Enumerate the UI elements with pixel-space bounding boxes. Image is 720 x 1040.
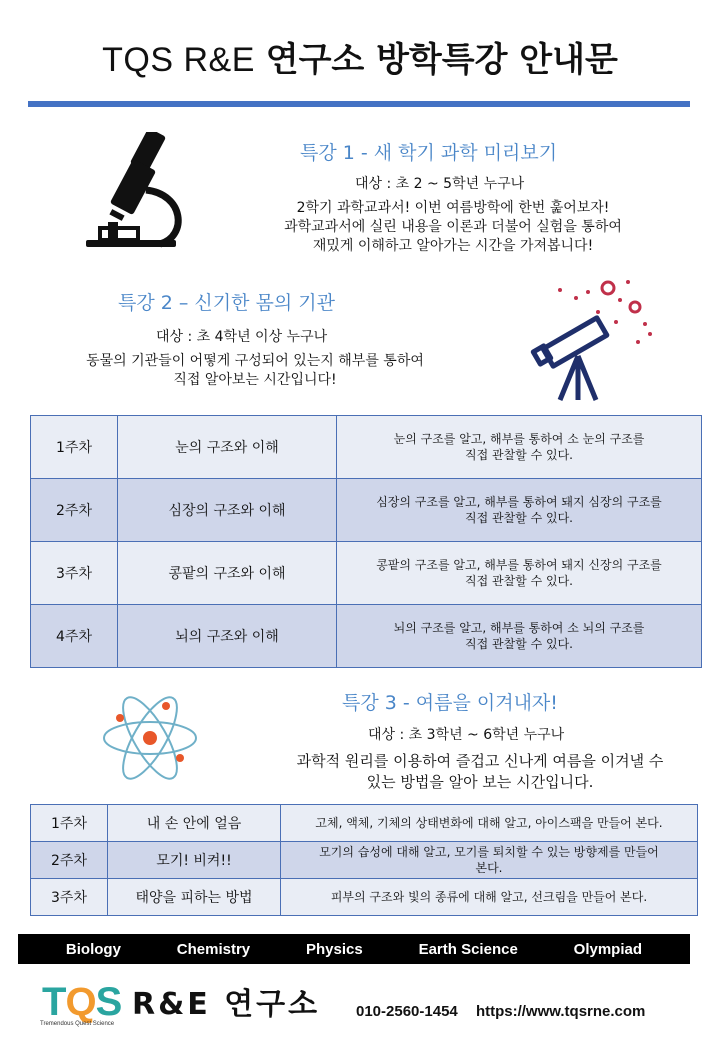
course1-desc-line: 재밌게 이해하고 알아가는 시간을 가져봅니다! (312, 238, 594, 254)
goal-line: 눈의 구조를 알고, 해부를 통하여 소 눈의 구조를 (393, 432, 645, 446)
subject-label: Chemistry (176, 940, 251, 958)
table-row (31, 605, 702, 668)
table-row (31, 805, 698, 842)
topic-cell: 심장의 구조와 이해 (118, 479, 337, 542)
goal-line: 콩팥의 구조를 알고, 해부를 통하여 돼지 신장의 구조를 (376, 558, 662, 572)
page-title-latin: TQS R&E (102, 41, 255, 79)
logo-letter: T (42, 980, 66, 1024)
contact-info (356, 1003, 645, 1020)
subject-label: Physics (306, 940, 363, 958)
goal-line: 고체, 액체, 기체의 상태변화에 대해 알고, 아이스팩을 만들어 본다. (315, 816, 663, 830)
atom-icon (100, 688, 200, 788)
tqs-logo-text (42, 980, 121, 1024)
course2-desc-line: 동물의 기관들이 어떻게 구성되어 있는지 해부를 통하여 (86, 353, 424, 369)
course3-description (270, 751, 690, 793)
week-cell: 2주차 (31, 479, 118, 542)
goal-line: 직접 관찰할 수 있다. (465, 511, 573, 525)
week-cell: 3주차 (31, 542, 118, 605)
topic-cell: 눈의 구조와 이해 (118, 416, 337, 479)
course3-desc-line: 있는 방법을 알아 보는 시간입니다. (366, 773, 594, 791)
goal-cell (337, 542, 702, 605)
goal-cell (337, 605, 702, 668)
week-cell: 1주차 (31, 805, 108, 842)
course2-heading: 특강 2 – 신기한 몸의 기관 (118, 292, 335, 314)
tqs-logo (42, 980, 121, 1024)
table-row (31, 842, 698, 879)
week-cell: 2주차 (31, 842, 108, 879)
course3-desc-line: 과학적 원리를 이용하여 즐겁고 신나게 여름을 이겨낼 수 (296, 752, 664, 770)
topic-cell: 콩팥의 구조와 이해 (118, 542, 337, 605)
goal-line: 본다. (475, 861, 503, 875)
goal-cell (281, 842, 698, 879)
course1-desc-line: 과학교과서에 실린 내용을 이론과 더불어 실험을 통하여 (284, 219, 622, 235)
goal-line: 직접 관찰할 수 있다. (465, 448, 573, 462)
subject-label: Olympiad (573, 940, 643, 958)
logo-tagline: Tremendous Quest Science (40, 1021, 115, 1027)
table-row (31, 479, 702, 542)
course3-schedule-table (30, 804, 698, 916)
goal-line: 심장의 구조를 알고, 해부를 통하여 돼지 심장의 구조를 (376, 495, 662, 509)
goal-cell (281, 879, 698, 916)
course1-target: 대상 : 초 2 ~ 5학년 누구나 (355, 176, 525, 192)
table-row (31, 879, 698, 916)
goal-line: 뇌의 구조를 알고, 해부를 통하여 소 뇌의 구조를 (393, 621, 645, 635)
title-divider (28, 101, 690, 107)
subject-bar (18, 934, 690, 964)
course1-desc-line: 2학기 과학교과서! 이번 여름방학에 한번 훑어보자! (296, 200, 610, 216)
subject-label: Biology (65, 940, 121, 958)
goal-line: 피부의 구조와 빛의 종류에 대해 알고, 선크림을 만들어 본다. (330, 890, 648, 904)
table-row (31, 542, 702, 605)
website-link[interactable]: https://www.tqsrne.com (475, 1003, 646, 1020)
topic-cell: 내 손 안에 얼음 (108, 805, 281, 842)
topic-cell: 뇌의 구조와 이해 (118, 605, 337, 668)
goal-cell (281, 805, 698, 842)
goal-cell (337, 479, 702, 542)
course2-desc-line: 직접 알아보는 시간입니다! (173, 372, 337, 388)
course2-schedule-table (30, 415, 702, 668)
course1-description (248, 199, 658, 256)
course3-heading: 특강 3 - 여름을 이겨내자! (342, 692, 558, 714)
topic-cell: 태양을 피하는 방법 (108, 879, 281, 916)
phone-number: 010-2560-1454 (356, 1003, 458, 1020)
microscope-icon (80, 132, 190, 256)
logo-letter: Q (65, 980, 96, 1024)
topic-cell: 모기! 비켜!! (108, 842, 281, 879)
goal-line: 모기의 습성에 대해 알고, 모기를 퇴치할 수 있는 방향제를 만들어 (319, 845, 659, 859)
table-row (31, 416, 702, 479)
page-title (0, 38, 720, 82)
subject-label: Earth Science (418, 940, 518, 958)
brand-name: R&E 연구소 (132, 987, 321, 1022)
week-cell: 4주차 (31, 605, 118, 668)
goal-cell (337, 416, 702, 479)
course3-target: 대상 : 초 3학년 ~ 6학년 누구나 (368, 727, 565, 743)
course1-heading: 특강 1 - 새 학기 과학 미리보기 (300, 142, 558, 164)
goal-line: 직접 관찰할 수 있다. (465, 637, 573, 651)
course2-description (50, 352, 460, 390)
logo-letter: S (95, 980, 122, 1024)
week-cell: 1주차 (31, 416, 118, 479)
page-title-korean: 연구소 방학특강 안내문 (265, 40, 618, 80)
week-cell: 3주차 (31, 879, 108, 916)
telescope-icon (530, 272, 660, 404)
goal-line: 직접 관찰할 수 있다. (465, 574, 573, 588)
course2-target: 대상 : 초 4학년 이상 누구나 (156, 329, 328, 345)
